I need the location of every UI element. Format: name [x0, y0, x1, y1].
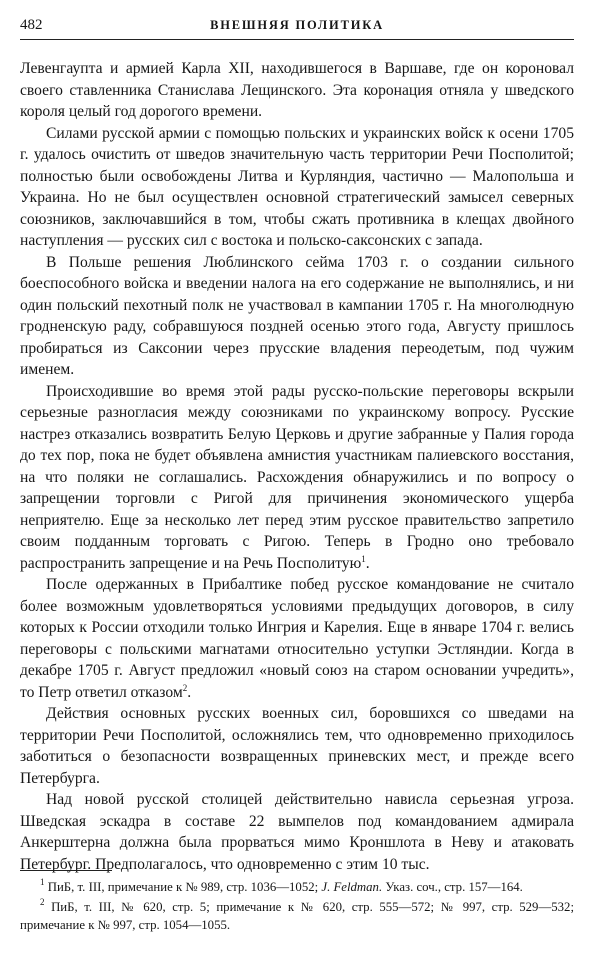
footnote-text: ПиБ, т. III, примечание к № 989, стр. 1036—1052; — [47, 880, 319, 894]
footnote — [20, 898, 574, 934]
footnotes — [20, 878, 574, 936]
page-number: 482 — [20, 17, 43, 33]
paragraph-text: Происходившие во время этой рады русско-польские переговоры вскрыли серьезные разногласия между союзниками по украинскому вопросу. Русские настрез отказались возвратить Белую Церковь и другие забранные у Палия города до тех пор, пока не будет объявлена амнистия участникам палиевского восстания, на что поляки не соглашались. Расхождения обнаружились и по вопросу о запрещении торговли с Ригой для причинения экономического ущерба неприятелю. Еще за несколько лет перед этим русское правительство запретило своим подданным торговать с Ригою. Теперь в Гродно оно требовало распространить запрещение и на Речь Посполитую — [20, 382, 574, 572]
footnote-mark: 1 — [40, 877, 45, 887]
footnote-mark: 2 — [40, 897, 45, 907]
footnote-ref[interactable]: 1 — [361, 553, 366, 564]
running-title: ВНЕШНЯЯ ПОЛИТИКА — [210, 18, 384, 32]
page-header — [20, 17, 574, 40]
paragraph-text: После одержанных в Прибалтике побед русское командование не считало более возможным удовлетворяться условиями предыдущих договоров, в силу которых к России отходили только Ингрия и Карелия. Еще в январе 1704 г. велись переговоры с польскими магнатами относительно уступки Эстляндии. Когда в декабре 1705 г. Август предложил «новый союз на старом основании учредить», то Петр ответил отказом — [20, 576, 574, 701]
footnote-text: ПиБ, т. III, № 620, стр. 5; примечание к № 620, стр. 555—572; № 997, стр. 529—532; примечание к № 997, стр. 1054—1055. — [20, 900, 575, 932]
footnote — [20, 878, 574, 896]
paragraph: В Польше решения Люблинского сейма 1703 г. о создании сильного боеспособного войска и введении налога на его содержание не выполнялись, и ни один польский пехотный полк не участвовал в кампании 1705 г. На многолюдную гродненскую раду, собравшуюся поздней осенью этого года, Августу пришлось пробираться из Саксонии через прусские владения переодетым, под чужим именем. — [20, 253, 574, 378]
paragraph: Действия основных русских военных сил, боровшихся со шведами на территории Речи Посполитой, осложнялись тем, что одновременно приходилось заботиться о безопасности возвращенных приневских мест, и прежде всего Петербурга. — [20, 705, 574, 787]
paragraph: После одержанных в Прибалтике побед русское командование не считало более возможным удовлетворяться условиями предыдущих договоров, в силу которых к России отходили только Ингрия и Карелия. Еще в январе 1704 г. велись переговоры с польскими магнатами относительно уступки Эстляндии. Когда в декабре 1705 г. Август предложил «новый союз на старом основании учредить», то Петр ответил отказом$^2$. — [20, 576, 574, 701]
paragraph: Происходившие во время этой рады русско-польские переговоры вскрыли серьезные разногласия между союзниками по украинскому вопросу. Русские настрез отказались возвратить Белую Церковь и другие забранные у Палия города до тех пор, пока не будет объявлена амнистия участникам палиевского восстания, на что поляки не соглашались. Расхождения обнаружились и по вопросу о запрещении торговли с Ригой для причинения экономического ущерба неприятелю. Еще за несколько лет перед этим русское правительство запретило своим подданным торговать с Ригою. Теперь в Гродно оно требовало распространить запрещение и на Речь Посполитую$^1$. — [20, 382, 574, 572]
footnote-text: Указ. соч., стр. 157—164. — [385, 880, 523, 894]
paragraph: Над новой русской столицей действительно нависла серьезная угроза. Шведская эскадра в составе 22 вымпелов под командованием адмирала Анкерштерна должна была прорваться мимо Кроншлота в Неву и атаковать Петербург. Предполагалось, что одновременно с этим 10 тыс. — [20, 791, 574, 873]
body-text — [20, 58, 574, 875]
footnote-divider — [20, 870, 112, 871]
paragraph: Силами русской армии с помощью польских и украинских войск к осени 1705 г. удалось очистить от шведов значительную часть территории Речи Посполитой; полностью были освобождены Литва и Курляндия, частично — Малопольша и Украина. Но не был осуществлен основной стратегический замысел северных союзников, заключавшийся в том, чтобы сжать противника в клещах двойного наступления — русских сил с востока и польско-саксонских с запада. — [20, 124, 574, 249]
footnote-ref[interactable]: 2 — [182, 682, 188, 693]
footnote-author: J. Feldman. — [321, 880, 383, 894]
paragraph: Левенгаупта и армией Карла XII, находившегося в Варшаве, где он короновал своего ставленника Станислава Лещинского. Эта коронация отняла у шведского короля целый год дорогого времени. — [20, 60, 574, 120]
